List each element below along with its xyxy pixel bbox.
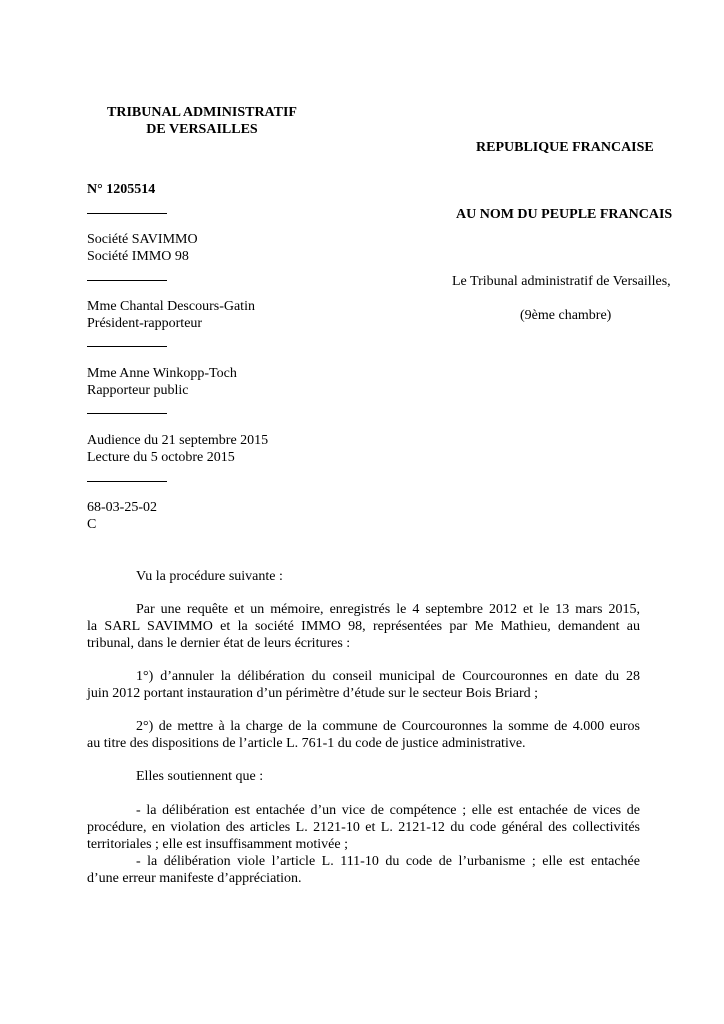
paragraph-line: procédure, en violation des articles L. 2121-10 et L. 2121-12 du code général des collectivités [87,820,640,835]
republic-heading: REPUBLIQUE FRANCAISE [476,140,654,155]
paragraph-line: - la délibération est entachée d’un vice de compétence ; elle est entachée de vices de [136,803,640,818]
tribunal-line: Le Tribunal administratif de Versailles, [452,274,671,289]
separator-rule [87,413,167,414]
paragraph-conclusion-1 [87,668,640,702]
paragraph-line: Par une requête et un mémoire, enregistrés le 4 septembre 2012 et le 13 mars 2015, [136,602,640,617]
separator-rule [87,213,167,214]
paragraph-line: 1°) d’annuler la délibération du conseil municipal de Courcouronnes en date du 28 [136,669,640,684]
president-block [87,298,255,332]
vu-heading: Vu la procédure suivante : [136,569,283,584]
paragraph-conclusion-2 [87,718,640,752]
separator-rule [87,346,167,347]
paragraph-line: 2°) de mettre à la charge de la commune de Courcouronnes la somme de 4.000 euros [136,719,640,734]
case-number: N° 1205514 [87,182,156,197]
separator-rule [87,481,167,482]
rapporteur-name: Mme Anne Winkopp-Toch [87,366,237,381]
paragraph-line: juin 2012 portant instauration d’un périmètre d’étude sur le secteur Bois Briard ; [87,686,538,701]
paragraph-moyen-1 [87,802,640,853]
rapporteur-block [87,365,237,399]
separator-rule [87,280,167,281]
paragraph-line: - la délibération viole l’article L. 111-10 du code de l’urbanisme ; elle est entachée [136,854,640,869]
classification-code: 68-03-25-02 [87,500,157,515]
party-name: Société SAVIMMO [87,232,198,247]
paragraph-requete [87,601,640,652]
paragraph-line: la SARL SAVIMMO et la société IMMO 98, représentées par Me Mathieu, demandent au [87,619,640,634]
paragraph-line: tribunal, dans le dernier état de leurs écritures : [87,636,351,651]
classification-letter: C [87,517,97,532]
lecture-date: Lecture du 5 octobre 2015 [87,450,235,465]
paragraph-line: au titre des dispositions de l’article L. 761-1 du code de justice administrative. [87,736,526,751]
president-name: Mme Chantal Descours-Gatin [87,299,255,314]
president-role: Président-rapporteur [87,316,203,331]
moyens-heading: Elles soutiennent que : [136,769,264,784]
au-nom-heading: AU NOM DU PEUPLE FRANCAIS [456,207,673,222]
paragraph-line: d’une erreur manifeste d’appréciation. [87,871,302,886]
paragraph-moyen-2 [87,853,640,887]
court-name-line1: TRIBUNAL ADMINISTRATIF [107,105,297,120]
codes-block [87,499,157,533]
court-name [87,104,317,138]
party-name: Société IMMO 98 [87,249,189,264]
rapporteur-role: Rapporteur public [87,383,189,398]
court-name-line2: DE VERSAILLES [146,122,258,137]
audience-date: Audience du 21 septembre 2015 [87,433,269,448]
paragraph-line: territoriales ; elle est insuffisamment motivée ; [87,837,349,852]
chamber-label: (9ème chambre) [520,308,612,323]
dates-block [87,432,268,466]
parties-block [87,231,198,265]
